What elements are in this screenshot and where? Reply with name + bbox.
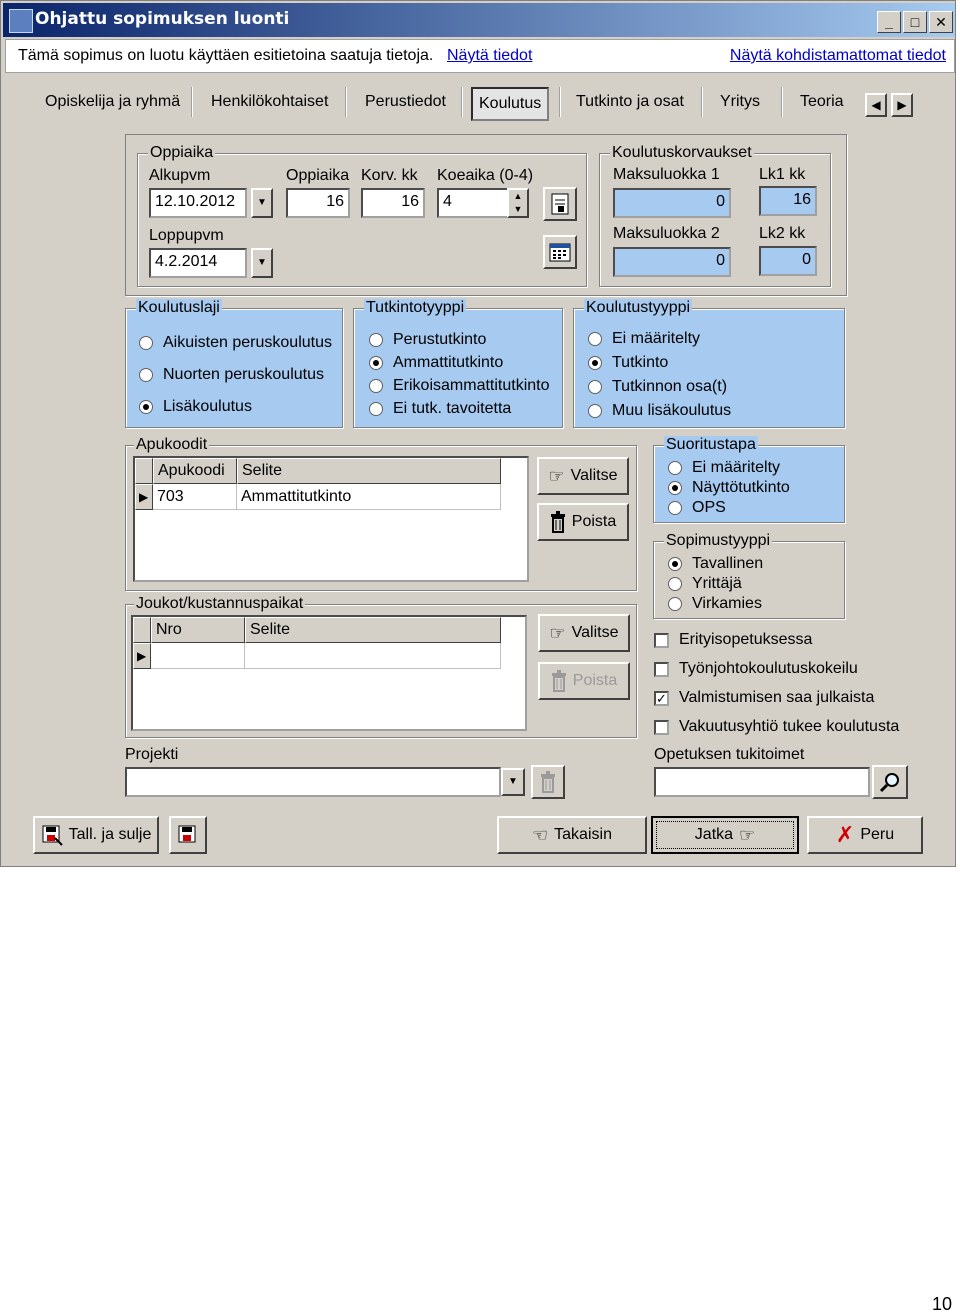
checkbox-box	[654, 662, 669, 677]
pointing-hand-icon: ☞	[548, 465, 565, 486]
pointing-hand-icon: ☞	[739, 824, 756, 845]
minimize-button[interactable]: _	[877, 11, 901, 33]
suoritustapa-group-label: Suoritustapa	[666, 436, 756, 453]
radio-indicator	[668, 557, 682, 571]
radio-label: Tavallinen	[692, 555, 764, 572]
alkupvm-dropdown-icon[interactable]: ▼	[251, 188, 273, 218]
tukitoimet-label: Opetuksen tukitoimet	[654, 746, 805, 763]
apukoodit-group-label: Apukoodit	[136, 436, 208, 453]
tab-separator	[191, 87, 193, 117]
info-bar	[5, 39, 955, 73]
radio-label: Ei määritelty	[692, 459, 781, 476]
suoritustapa-option[interactable]	[668, 499, 726, 517]
loppupvm-dropdown-icon[interactable]: ▼	[251, 248, 273, 278]
checkbox-label: Vakuutusyhtiö tukee koulutusta	[679, 718, 900, 735]
tutkintotyyppi-option[interactable]	[369, 400, 511, 418]
sopimustyyppi-group-label: Sopimustyyppi	[666, 532, 771, 549]
tab-scroll-left-icon[interactable]: ◀	[865, 93, 887, 117]
button-label: Poista	[571, 513, 617, 530]
radio-label: OPS	[692, 499, 726, 516]
button-label: Takaisin	[554, 826, 612, 843]
radio-label: Näyttötutkinto	[692, 479, 790, 496]
column-header[interactable]: Selite	[245, 617, 501, 643]
maximize-button[interactable]: □	[903, 11, 927, 33]
radio-indicator	[588, 380, 602, 394]
button-label: Tall. ja sulje	[68, 826, 152, 843]
tab-separator	[559, 87, 561, 117]
koulutustyyppi-option[interactable]	[588, 330, 700, 348]
korvaukset-group-label: Koulutuskorvaukset	[612, 144, 752, 161]
alkupvm-label: Alkupvm	[149, 167, 211, 184]
checkbox-box	[654, 720, 669, 735]
tab-tutkinto[interactable]: Tutkinto ja osat	[576, 93, 684, 110]
maksuluokka1-label: Maksuluokka 1	[613, 166, 720, 183]
next-button[interactable]	[651, 816, 799, 854]
checkmark-icon: ✓	[654, 691, 669, 706]
button-label: Poista	[572, 672, 618, 689]
julkaisu-checkbox[interactable]	[654, 689, 874, 707]
koulutustyyppi-option[interactable]	[588, 402, 731, 420]
tutkintotyyppi-option[interactable]	[369, 377, 550, 395]
erityisopetus-checkbox[interactable]	[654, 631, 812, 649]
radio-indicator	[668, 461, 682, 475]
koulutuslaji-option[interactable]	[139, 366, 324, 384]
app-icon	[9, 9, 33, 33]
column-header[interactable]: Apukoodi	[153, 458, 237, 484]
radio-indicator	[668, 597, 682, 611]
radio-label: Ei määritelty	[612, 330, 701, 347]
table-cell[interactable]: 703	[153, 484, 237, 510]
radio-indicator	[139, 368, 153, 382]
button-label: Peru	[860, 826, 895, 843]
sopimustyyppi-option[interactable]	[668, 575, 742, 593]
cancel-button[interactable]	[807, 816, 923, 854]
button-label: Valitse	[570, 467, 618, 484]
koeaika-spinner-icon[interactable]: ▲ ▼	[507, 188, 529, 218]
lk2-kk-input[interactable]: 0	[759, 246, 817, 276]
maksuluokka2-input[interactable]: 0	[613, 247, 731, 277]
tab-yritys[interactable]: Yritys	[720, 93, 760, 110]
radio-label: Aikuisten peruskoulutus	[163, 334, 332, 351]
tab-separator	[461, 87, 463, 117]
radio-indicator	[369, 379, 383, 393]
checkbox-label: Erityisopetuksessa	[679, 631, 813, 648]
lk1-kk-label: Lk1 kk	[759, 166, 806, 183]
loppupvm-input[interactable]: 4.2.2014	[149, 248, 247, 278]
row-selector-header	[135, 458, 153, 484]
korv-kk-label: Korv. kk	[361, 167, 418, 184]
column-header[interactable]: Selite	[237, 458, 501, 484]
trash-icon	[551, 670, 567, 692]
joukot-select-button[interactable]	[538, 614, 630, 652]
maksuluokka1-input[interactable]: 0	[613, 188, 731, 218]
tab-separator	[345, 87, 347, 117]
info-text: Tämä sopimus on luotu käyttäen esitietoina saatuja tietoja.	[18, 47, 434, 64]
koulutustyyppi-group-label: Koulutustyyppi	[586, 299, 691, 316]
radio-label: Yrittäjä	[692, 575, 742, 592]
koeaika-input[interactable]: 4	[437, 188, 509, 218]
koulutuslaji-option[interactable]	[139, 334, 332, 352]
loppupvm-label: Loppupvm	[149, 227, 224, 244]
tukitoimet-input[interactable]	[654, 767, 870, 797]
tab-opiskelija[interactable]: Opiskelija ja ryhmä	[45, 93, 181, 110]
joukot-grid[interactable]	[131, 615, 527, 731]
projekti-label: Projekti	[125, 746, 179, 763]
trash-icon	[540, 771, 556, 793]
row-selector-header	[133, 617, 151, 643]
radio-label: Tutkinnon osa(t)	[612, 378, 728, 395]
sopimustyyppi-option[interactable]	[668, 595, 762, 613]
radio-indicator	[668, 481, 682, 495]
red-x-icon: ✗	[835, 822, 855, 847]
radio-label: Erikoisammattitutkinto	[393, 377, 550, 394]
korv-kk-input[interactable]: 16	[361, 188, 425, 218]
radio-indicator	[139, 336, 153, 350]
tab-scroll-right-icon[interactable]: ▶	[891, 93, 913, 117]
apukoodit-grid[interactable]	[133, 456, 529, 582]
button-label: Jatka	[694, 826, 734, 843]
tukitoimet-search-button[interactable]	[872, 765, 908, 799]
checkbox-label: Työnjohtokoulutuskokeilu	[679, 660, 858, 677]
tab-koulutus[interactable]: Koulutus	[471, 87, 549, 121]
tab-henkilokohtaiset[interactable]: Henkilökohtaiset	[211, 93, 329, 110]
checkbox-box	[654, 633, 669, 648]
column-header[interactable]: Nro	[151, 617, 245, 643]
calendar-button[interactable]	[543, 235, 577, 269]
apukoodit-delete-button[interactable]	[537, 503, 629, 541]
koeaika-label: Koeaika (0-4)	[437, 167, 534, 184]
radio-indicator	[588, 404, 602, 418]
apukoodit-select-button[interactable]	[537, 457, 629, 495]
joukot-group-label: Joukot/kustannuspaikat	[136, 595, 304, 612]
radio-indicator	[139, 400, 153, 414]
tutkintotyyppi-option[interactable]	[369, 354, 503, 372]
show-details-link[interactable]: Näytä tiedot	[447, 47, 533, 64]
table-cell[interactable]	[245, 643, 501, 669]
table-cell[interactable]: Ammattitutkinto	[237, 484, 501, 510]
radio-indicator	[369, 333, 383, 347]
suoritustapa-option[interactable]	[668, 459, 780, 477]
table-cell[interactable]	[151, 643, 245, 669]
koulutustyyppi-option[interactable]	[588, 378, 727, 396]
document-calc-button[interactable]	[543, 187, 577, 221]
tab-separator	[701, 87, 703, 117]
oppiaika-input[interactable]: 16	[286, 188, 350, 218]
save-button[interactable]	[169, 816, 207, 854]
radio-indicator	[588, 356, 602, 370]
projekti-delete-button[interactable]	[531, 765, 565, 799]
tutkintotyyppi-group-label: Tutkintotyyppi	[366, 299, 465, 316]
tab-separator	[781, 87, 783, 117]
koulutustyyppi-option[interactable]	[588, 354, 668, 372]
alkupvm-input[interactable]: 12.10.2012	[149, 188, 247, 218]
koulutuslaji-option[interactable]	[139, 398, 252, 416]
maksuluokka2-label: Maksuluokka 2	[613, 225, 720, 242]
radio-label: Ei tutk. tavoitetta	[393, 400, 512, 417]
radio-label: Lisäkoulutus	[163, 398, 252, 415]
row-pointer-icon: ▶	[135, 484, 153, 510]
radio-indicator	[588, 332, 602, 346]
document-icon	[549, 192, 571, 216]
search-icon	[879, 771, 901, 793]
lk2-kk-label: Lk2 kk	[759, 225, 806, 242]
tyonjohto-checkbox[interactable]	[654, 660, 858, 678]
pointing-hand-icon: ☞	[549, 622, 566, 643]
tab-teoria[interactable]: Teoria	[800, 93, 844, 110]
save-icon	[177, 824, 199, 846]
projekti-select[interactable]	[125, 767, 501, 797]
koulutuslaji-group-label: Koulutuslaji	[138, 299, 220, 316]
suoritustapa-option[interactable]	[668, 479, 790, 497]
pointing-hand-left-icon: ☜	[532, 824, 549, 845]
row-pointer-icon: ▶	[133, 643, 151, 669]
radio-label: Ammattitutkinto	[393, 354, 504, 371]
trash-icon	[550, 511, 566, 533]
tab-perustiedot[interactable]: Perustiedot	[365, 93, 446, 110]
title-bar[interactable]	[3, 3, 955, 37]
radio-label: Nuorten peruskoulutus	[163, 366, 324, 383]
oppiaika-group-label: Oppiaika	[150, 144, 214, 161]
radio-label: Muu lisäkoulutus	[612, 402, 732, 419]
radio-indicator	[668, 577, 682, 591]
vakuutusyhtio-checkbox[interactable]	[654, 718, 899, 736]
radio-label: Virkamies	[692, 595, 762, 612]
projekti-dropdown-icon[interactable]: ▼	[501, 768, 525, 796]
window-title: Ohjattu sopimuksen luonti	[35, 9, 290, 29]
save-close-icon	[41, 824, 63, 846]
radio-indicator	[668, 501, 682, 515]
save-close-button[interactable]	[33, 816, 159, 854]
button-label: Valitse	[571, 624, 619, 641]
page-number: 10	[931, 1294, 952, 1314]
close-button[interactable]: ✕	[929, 11, 953, 33]
sopimustyyppi-option[interactable]	[668, 555, 763, 573]
tutkintotyyppi-option[interactable]	[369, 331, 486, 349]
show-unassigned-link[interactable]: Näytä kohdistamattomat tiedot	[729, 47, 946, 64]
oppiaika-label: Oppiaika	[286, 167, 350, 184]
joukot-delete-button[interactable]	[538, 662, 630, 700]
lk1-kk-input[interactable]: 16	[759, 186, 817, 216]
radio-label: Perustutkinto	[393, 331, 487, 348]
radio-indicator	[369, 356, 383, 370]
checkbox-label: Valmistumisen saa julkaista	[679, 689, 875, 706]
back-button[interactable]	[497, 816, 647, 854]
radio-indicator	[369, 402, 383, 416]
calendar-icon	[548, 241, 572, 263]
radio-label: Tutkinto	[612, 354, 669, 371]
